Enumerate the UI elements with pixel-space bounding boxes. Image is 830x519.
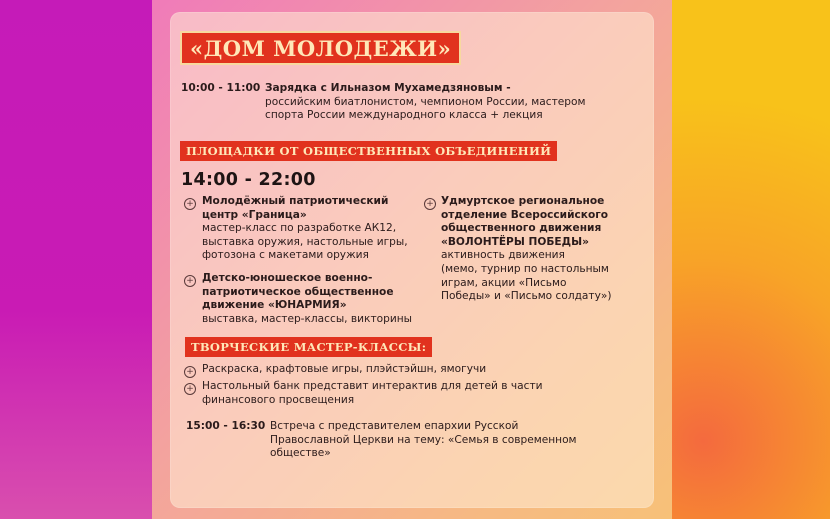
item-desc: активность движения (441, 249, 565, 262)
list-item (202, 195, 408, 263)
item-desc: мастер-класс по разработке АК12, (202, 222, 397, 235)
item-title: отделение Всероссийского (441, 208, 609, 221)
list-item (202, 380, 543, 407)
list-item (202, 272, 412, 326)
section-time: 14:00 - 22:00 (181, 170, 316, 190)
plus-circle-icon: + (184, 383, 196, 395)
item-desc: Раскраска, крафтовые игры, плэйстэйшн, ямогучи (202, 363, 487, 375)
plus-circle-icon: + (184, 198, 196, 210)
plus-circle-icon: + (184, 366, 196, 378)
item-title: Детско-юношеское военно- (202, 272, 373, 284)
item-title: Молодёжный патриотический (202, 195, 389, 207)
section-heading-public: ПЛОЩАДКИ ОТ ОБЩЕСТВЕННЫХ ОБЪЕДИНЕНИЙ (180, 141, 557, 161)
item-title: «ВОЛОНТЁРЫ ПОБЕДЫ» (441, 235, 589, 248)
item-desc: финансового просвещения (202, 393, 355, 406)
session-description (265, 82, 586, 123)
item-title: движение «ЮНАРМИЯ» (202, 299, 347, 312)
session-line: спорта России международного класса + лекция (265, 109, 543, 122)
item-desc: выставка оружия, настольные игры, (202, 235, 408, 248)
session-time: 10:00 - 11:00 (181, 82, 261, 94)
item-desc: фотозона с макетами оружия (202, 249, 369, 262)
list-item (202, 363, 486, 377)
item-desc: выставка, мастер-классы, викторины (202, 312, 412, 325)
page-title: «ДОМ МОЛОДЕЖИ» (180, 31, 461, 65)
item-title: Удмуртское региональное (441, 195, 605, 207)
plus-circle-icon: + (184, 275, 196, 287)
plus-circle-icon: + (424, 198, 436, 210)
session-line: Встреча с представителем епархии Русской (270, 420, 519, 432)
item-title: центр «Граница» (202, 208, 307, 221)
section-heading-creative: ТВОРЧЕСКИЕ МАСТЕР-КЛАССЫ: (185, 337, 432, 357)
item-title: общественного движения (441, 222, 602, 235)
item-title: патриотическое общественное (202, 285, 394, 298)
session-line: Зарядка с Ильназом Мухамедзяновым - (265, 82, 511, 94)
item-desc: Настольный банк представит интерактив для детей в части (202, 380, 543, 392)
background-right (672, 0, 830, 519)
item-desc: Победы» и «Письмо солдату») (441, 290, 612, 303)
session-line: российским биатлонистом, чемпионом России, мастером (265, 95, 586, 108)
session-line: обществе» (270, 447, 331, 460)
session-description (270, 420, 577, 461)
list-item (441, 195, 611, 304)
session-time: 15:00 - 16:30 (186, 420, 266, 432)
item-desc: играм, акции «Письмо (441, 276, 567, 289)
session-line: Православной Церкви на тему: «Семья в современном (270, 433, 577, 446)
background-left (0, 0, 152, 519)
item-desc: (мемо, турнир по настольным (441, 262, 609, 275)
